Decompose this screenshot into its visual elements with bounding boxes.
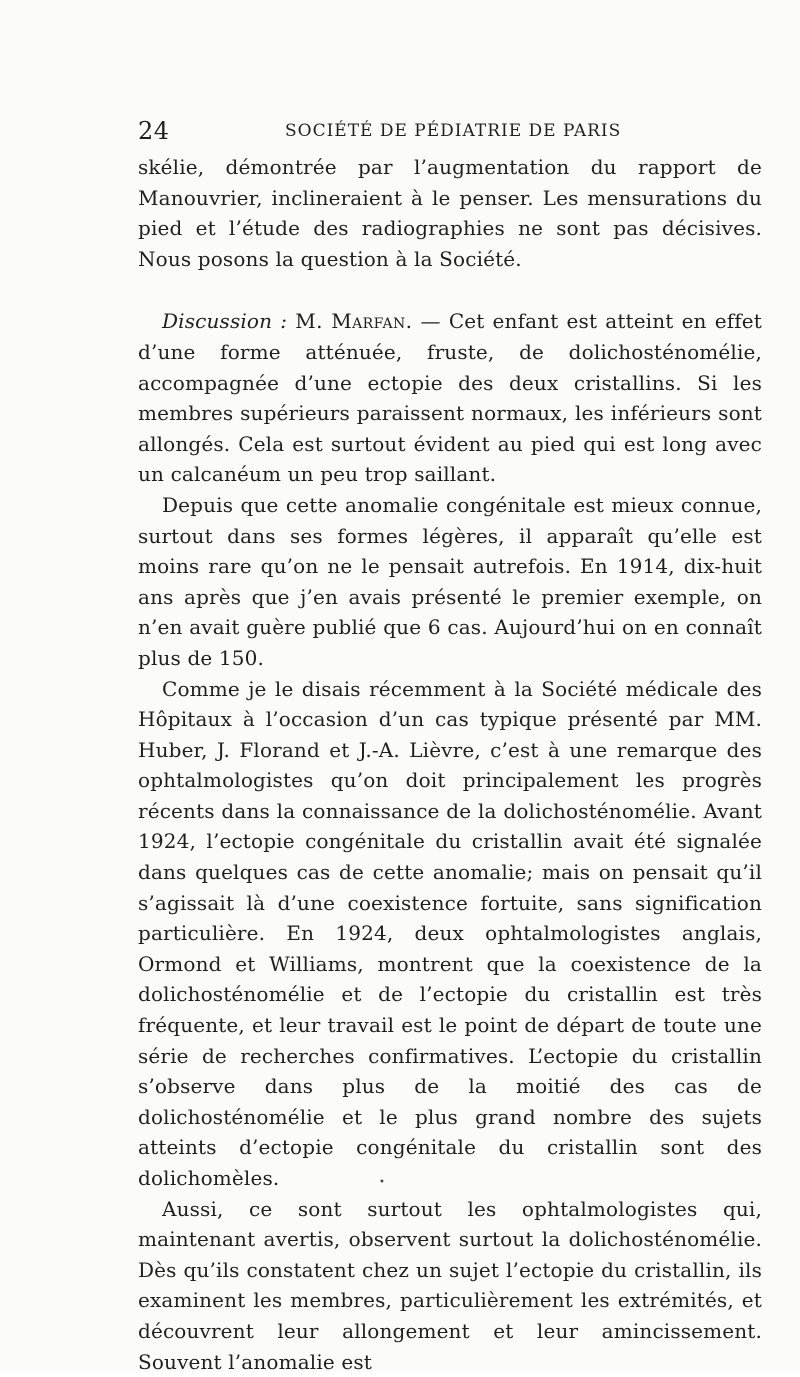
discussion-paragraph xyxy=(138,306,762,490)
paragraph-continued: skélie, démontrée par l’augmentation du rapport de Manouvrier, inclineraient à le penser. Les mensurations du pied et l’étude des radiographies ne sont pas décisives. Nous posons la question à la Société. xyxy=(138,155,762,271)
paragraph-aussi: Aussi, ce sont surtout les ophtalmologistes qui, maintenant avertis, observent surtout la dolichosténomélie. Dès qu’ils constatent chez un sujet l’ectopie du cristallin, ils examinent les membres, particulièrement les extrémités, et découvrent leur allongement et leur amincissement. Souvent l’anomalie est xyxy=(138,1196,762,1374)
page-header xyxy=(138,116,762,146)
discussion-speaker: M. Marfan. xyxy=(295,309,413,334)
print-speck: • xyxy=(379,1177,385,1188)
running-title: SOCIÉTÉ DE PÉDIATRIE DE PARIS xyxy=(285,121,622,141)
paragraph-comme: Comme je le disais récemment à la Société médicale des Hôpitaux à l’occasion d’un cas typique présenté par MM. Huber, J. Florand et J.-A. Lièvre, c’est à une remarque des ophtalmologistes qu’on doit principalement les progrès récents dans la connaissance de la dolichosténomélie. Avant 1924, l’ectopie congénitale du cristallin avait été signalée dans quelques cas de cette anomalie; mais on pensait qu’il s’agissait là d’une coexistence fortuite, sans signification particulière. En 1924, deux ophtalmologistes anglais, Ormond et Williams, montrent que la coexistence de la dolichosténomélie et de l’ectopie du cristallin est très fréquente, et leur travail est le point de départ de toute une série de recherches confirmatives. L’ectopie du cristallin s’observe dans plus de la moitié des cas de dolichosténomélie et le plus grand nombre des sujets atteints d’ectopie congénitale du cristallin sont des dolichomèles. xyxy=(138,676,762,1190)
discussion-text: — Cet enfant est atteint en effet d’une forme atténuée, fruste, de dolichosténomélie, accompagnée d’une ectopie des deux cristallins. Si les membres supérieurs paraissent normaux, les inférieurs sont allongés. Cela est surtout évident au pied qui est long avec un calcanéum un peu trop saillant. xyxy=(138,309,762,487)
page-number: 24 xyxy=(138,117,170,145)
paragraph-depuis: Depuis que cette anomalie congénitale est mieux connue, surtout dans ses formes légères, il apparaît qu’elle est moins rare qu’on ne le pensait autrefois. En 1914, dix-huit ans après que j’en avais présenté le premier exemple, on n’en avait guère publié que 6 cas. Aujourd’hui on en connaît plus de 150. xyxy=(138,492,762,670)
article-text xyxy=(138,152,762,1377)
discussion-label: Discussion : xyxy=(162,309,288,334)
